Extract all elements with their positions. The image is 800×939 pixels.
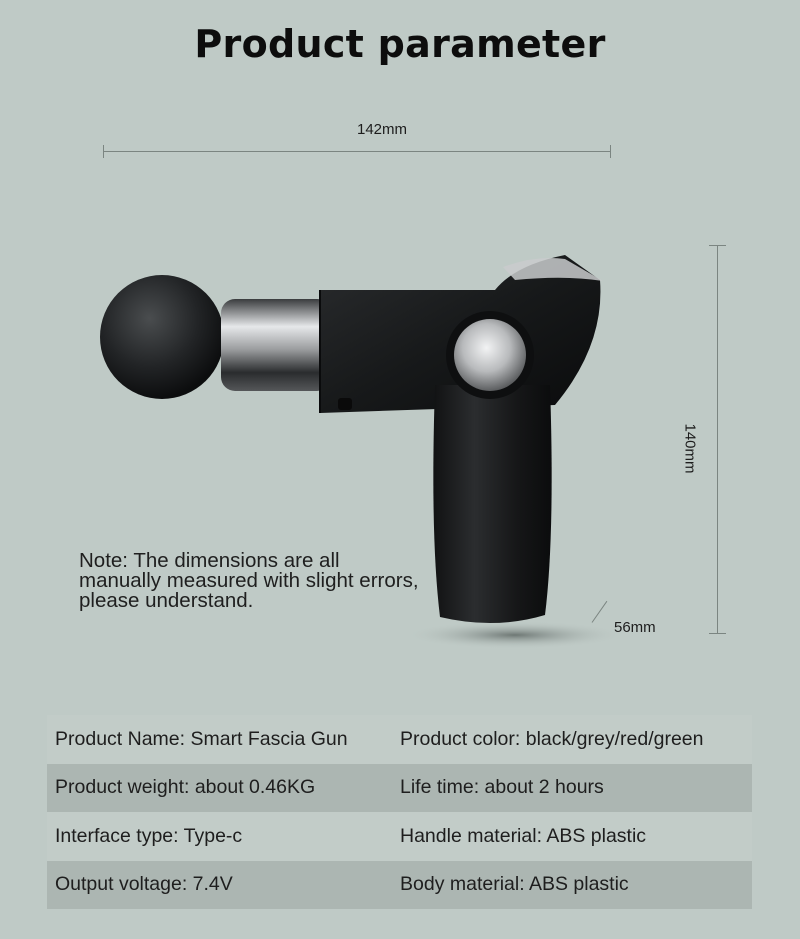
- spec-handle-material: Handle material: ABS plastic: [400, 824, 647, 847]
- width-dimension-label: 142mm: [357, 121, 408, 138]
- spec-product-weight: Product weight: about 0.46KG: [55, 776, 316, 799]
- height-dimension-label: 140mm: [681, 423, 699, 474]
- spec-row: [47, 812, 752, 861]
- spec-product-name: Product Name: Smart Fascia Gun: [55, 727, 348, 750]
- spec-interface-type: Interface type: Type-c: [55, 824, 243, 847]
- width-dimension-tick-left: [103, 145, 104, 158]
- height-dimension-tick-top: [709, 245, 726, 246]
- spec-row: [47, 715, 752, 764]
- spec-row: [47, 861, 752, 910]
- height-dimension-tick-bottom: [709, 633, 726, 634]
- width-dimension-tick-right: [610, 145, 611, 158]
- depth-dimension-label: 56mm: [614, 619, 656, 636]
- width-dimension-line: [103, 151, 611, 152]
- measurement-note: Note: The dimensions are all manually measured with slight errors, please understand.: [79, 549, 419, 612]
- spec-life-time: Life time: about 2 hours: [400, 776, 604, 799]
- spec-table: [47, 715, 752, 909]
- height-dimension-line: [717, 245, 718, 634]
- spec-body-material: Body material: ABS plastic: [400, 873, 629, 896]
- spec-row: [47, 764, 752, 813]
- spec-product-color: Product color: black/grey/red/green: [400, 727, 704, 750]
- spec-output-voltage: Output voltage: 7.4V: [55, 873, 233, 896]
- page-title: Product parameter: [194, 22, 606, 66]
